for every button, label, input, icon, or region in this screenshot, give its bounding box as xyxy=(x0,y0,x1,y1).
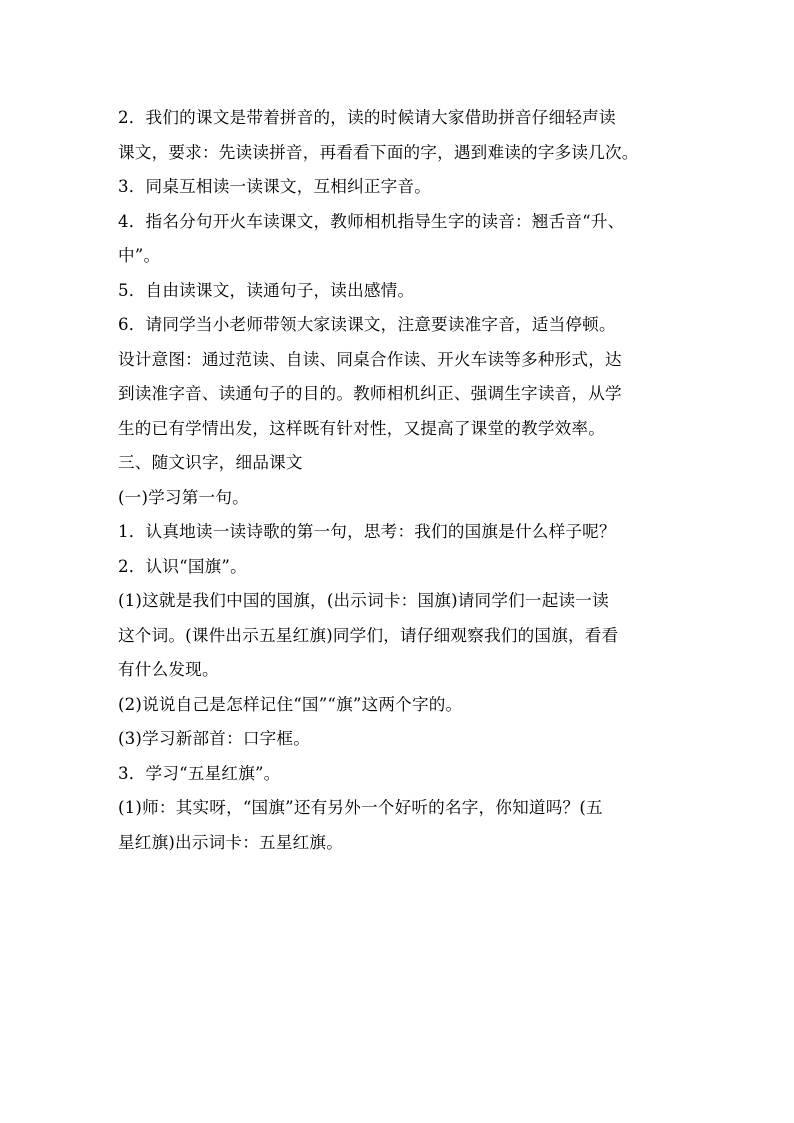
text-line: 课文，要求：先读读拼音，再看看下面的字，遇到难读的字多读几次。 xyxy=(118,142,639,162)
text-line: 2．我们的课文是带着拼音的，读的时候请大家借助拼音仔细轻声读 xyxy=(118,108,616,127)
text-line: 设计意图：通过范读、自读、同桌合作读、开火车读等多种形式，达 xyxy=(118,349,622,369)
text-line: 这个词。(课件出示五星红旗)同学们，请仔细观察我们的国旗，看看 xyxy=(118,625,619,645)
text-line: (1)这就是我们中国的国旗，(出示词卡：国旗)请同学们一起读一读 xyxy=(118,591,609,610)
document-body xyxy=(118,101,678,860)
text-line: 3．学习“五星红旗”。 xyxy=(118,763,281,783)
text-line: 有什么发现。 xyxy=(118,660,219,679)
text-line: (3)学习新部首：口字框。 xyxy=(118,729,311,748)
text-line: 5．自由读课文，读通句子，读出感情。 xyxy=(118,280,415,300)
section-heading: 三、随文识字，细品课文 xyxy=(118,453,303,472)
text-line: 4．指名分句开火车读课文，教师相机指导生字的读音：翘舌音“升、 xyxy=(118,211,625,231)
text-line: 2．认识“国旗”。 xyxy=(118,556,247,576)
text-line: 6．请同学当小老师带领大家读课文，注意要读准字音，适当停顿。 xyxy=(118,315,616,334)
text-line: 3．同桌互相读一读课文，互相纠正字音。 xyxy=(118,177,432,196)
text-line: 中”。 xyxy=(118,246,161,265)
text-line: 生的已有学情出发，这样既有针对性，又提高了课堂的教学效率。 xyxy=(118,418,606,438)
text-line: (2)说说自己是怎样记住“国”“旗”这两个字的。 xyxy=(118,694,463,714)
text-line: 1．认真地读一读诗歌的第一句，思考：我们的国旗是什么样子呢？ xyxy=(118,522,616,541)
text-line: (1)师：其实呀，“国旗”还有另外一个好听的名字，你知道吗？(五 xyxy=(118,798,603,817)
text-line: 到读准字音、读通句子的目的。教师相机纠正、强调生字读音，从学 xyxy=(118,384,622,403)
subsection-heading: (一)学习第一句。 xyxy=(118,487,249,507)
text-line: 星红旗)出示词卡：五星红旗。 xyxy=(118,832,343,852)
